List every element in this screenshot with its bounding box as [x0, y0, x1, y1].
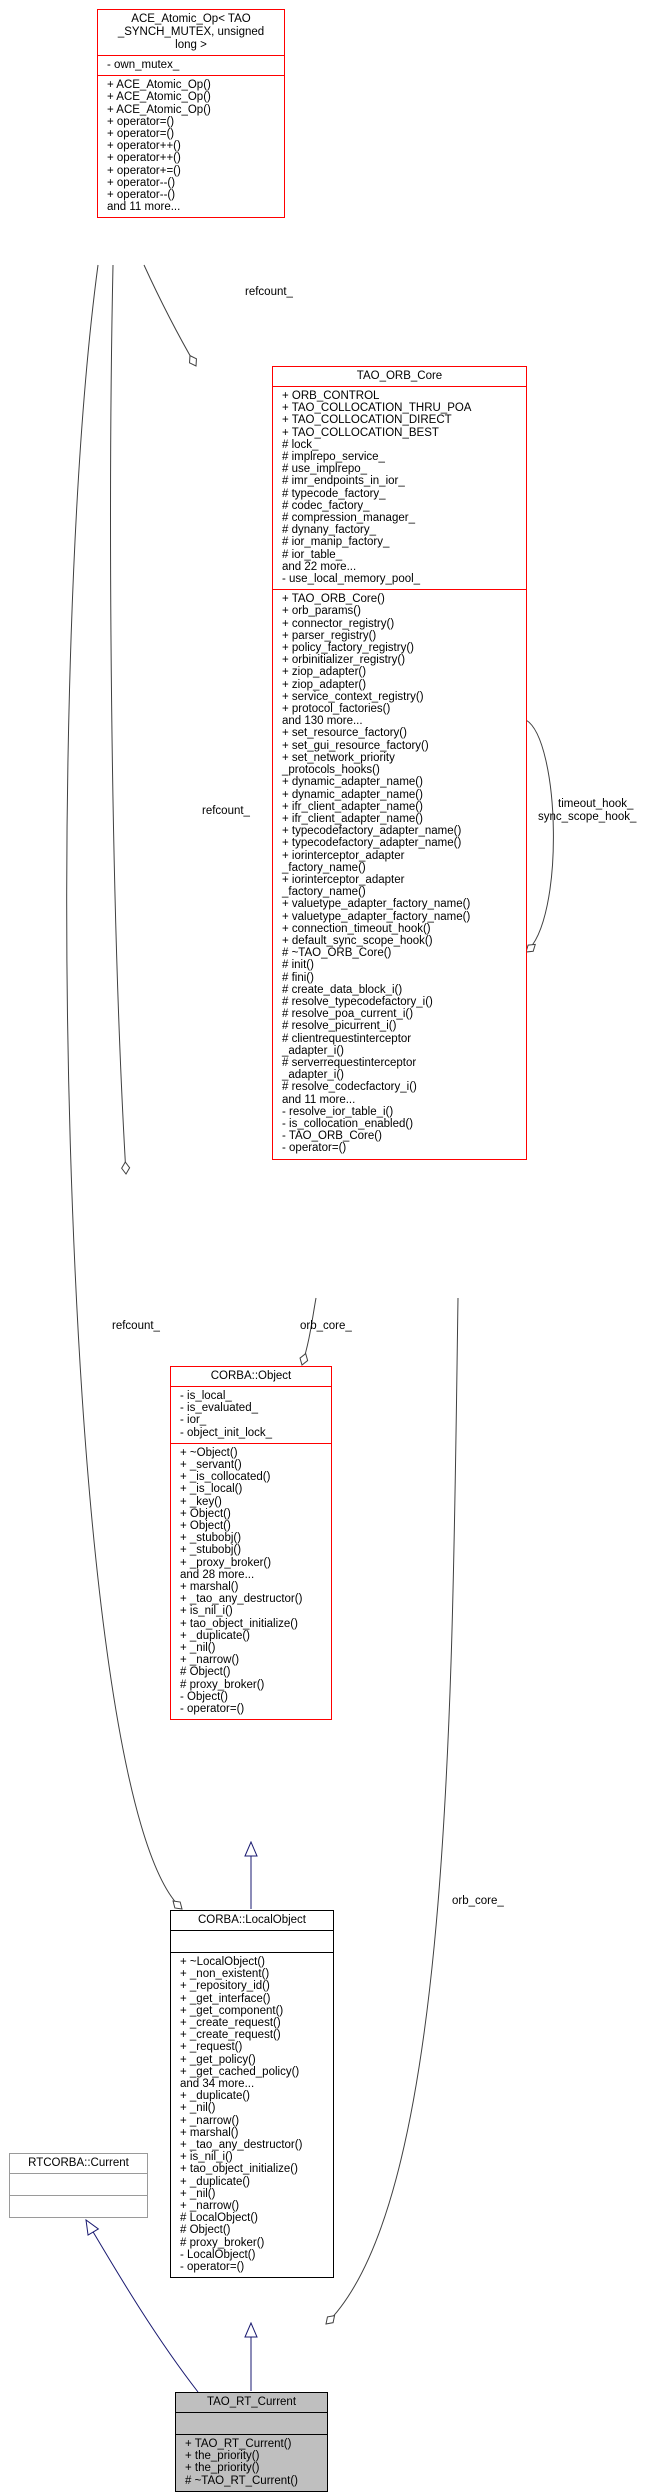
member-entry: - is_collocation_enabled(): [282, 1117, 414, 1130]
edge-self-hooks: [526, 720, 553, 952]
class-title: CORBA::LocalObject: [197, 1914, 306, 1926]
class-corba-localobject[interactable]: [170, 1910, 334, 2278]
member-entry: # imr_endpoints_in_ior_: [282, 475, 405, 488]
member-entry: + marshal(): [180, 1581, 239, 1594]
member-entry: + ACE_Atomic_Op(): [107, 79, 211, 92]
member-entry: + dynamic_adapter_name(): [282, 788, 423, 801]
methods-section: [171, 1443, 331, 1719]
member-entry: # implrepo_service_: [282, 451, 385, 464]
member-entry: + _nil(): [180, 2187, 216, 2200]
member-entry: _adapter_i(): [282, 1069, 345, 1082]
member-entry: # proxy_broker(): [180, 1678, 265, 1691]
member-entry: + service_context_registry(): [282, 690, 424, 703]
member-entry: + _non_existent(): [180, 1968, 270, 1981]
member-entry: + set_network_priority: [282, 751, 395, 764]
member-entry: # dynany_factory_: [282, 524, 376, 537]
member-entry: + connection_timeout_hook(): [282, 922, 431, 935]
member-entry: + ziop_adapter(): [282, 678, 367, 691]
member-entry: + _tao_any_destructor(): [180, 2139, 303, 2152]
member-entry: # serverrequestinterceptor: [282, 1056, 417, 1069]
member-entry: + ifr_client_adapter_name(): [282, 812, 423, 825]
edge-label-orb-core: orb_core_: [300, 1320, 352, 1332]
member-entry: # Object(): [180, 1666, 231, 1679]
member-entry: + _nil(): [180, 2102, 216, 2115]
member-entry: + ORB_CONTROL: [282, 390, 380, 402]
methods-section: [98, 75, 284, 217]
methods-section: [176, 2434, 327, 2491]
member-entry: + valuetype_adapter_factory_name(): [282, 910, 471, 923]
member-entry: _adapter_i(): [282, 1044, 345, 1057]
member-entry: + dynamic_adapter_name(): [282, 776, 423, 789]
methods-section: [171, 1952, 333, 2277]
member-entry: + connector_registry(): [282, 617, 395, 630]
member-entry: + ziop_adapter(): [282, 666, 367, 679]
member-entry: + set_resource_factory(): [282, 727, 407, 740]
member-entry: and 22 more...: [282, 560, 357, 573]
member-entry: + _get_policy(): [180, 2053, 256, 2066]
member-entry: + _request(): [180, 2041, 243, 2054]
edge-label-sync-scope-hook: sync_scope_hook_: [538, 811, 637, 823]
attributes-section: [10, 2173, 147, 2195]
member-entry: _factory_name(): [282, 861, 366, 874]
member-entry: + TAO_COLLOCATION_BEST: [282, 426, 439, 439]
class-title: [98, 10, 284, 55]
attributes-section: [98, 55, 284, 75]
member-entry: + _narrow(): [180, 2114, 240, 2127]
member-entry: - is_local_: [180, 1390, 232, 1402]
member-entry: + default_sync_scope_hook(): [282, 934, 433, 947]
member-entry: and 11 more...: [282, 1093, 356, 1106]
member-entry: + set_gui_resource_factory(): [282, 739, 429, 752]
member-entry: + _get_interface(): [180, 1992, 271, 2005]
edge-label-orb-core: orb_core_: [452, 1895, 504, 1907]
member-entry: - object_init_lock_: [180, 1426, 273, 1439]
member-entry: + orbinitializer_registry(): [282, 654, 406, 667]
member-entry: + _repository_id(): [180, 1980, 270, 1993]
member-entry: + iorinterceptor_adapter: [282, 849, 405, 862]
member-entry: + operator++(): [107, 152, 181, 165]
edge-orbcore-rtcurrent: [326, 1298, 458, 2324]
title-line: ACE_Atomic_Op< TAO: [131, 13, 251, 25]
class-tao-orb-core[interactable]: [272, 366, 527, 1160]
member-entry: + ACE_Atomic_Op(): [107, 91, 211, 104]
member-entry: _factory_name(): [282, 886, 366, 899]
member-entry: _protocols_hooks(): [282, 764, 380, 777]
member-entry: # codec_factory_: [282, 499, 370, 512]
member-entry: + operator+=(): [107, 164, 181, 177]
class-corba-object[interactable]: [170, 1366, 332, 1720]
member-entry: + parser_registry(): [282, 629, 377, 642]
class-rtcorba-current[interactable]: [9, 2153, 148, 2218]
member-entry: + typecodefactory_adapter_name(): [282, 837, 462, 850]
member-entry: + _duplicate(): [180, 2090, 250, 2103]
member-entry: + tao_object_initialize(): [180, 1617, 298, 1630]
member-entry: and 11 more...: [107, 201, 181, 214]
member-entry: + the_priority(): [185, 2450, 260, 2463]
member-entry: # create_data_block_i(): [282, 983, 403, 996]
member-entry: # resolve_codecfactory_i(): [282, 1081, 417, 1094]
member-entry: # Object(): [180, 2224, 231, 2237]
member-entry: + policy_factory_registry(): [282, 642, 414, 655]
member-entry: + operator=(): [107, 128, 175, 141]
member-entry: + _proxy_broker(): [180, 1556, 272, 1569]
member-entry: # ior_table_: [282, 548, 343, 561]
member-entry: + the_priority(): [185, 2462, 260, 2475]
member-entry: and 28 more...: [180, 1568, 255, 1581]
attributes-section: [176, 2412, 327, 2434]
member-entry: + operator++(): [107, 140, 181, 153]
member-entry: + ~LocalObject(): [180, 1956, 266, 1968]
member-entry: - resolve_ior_table_i(): [282, 1105, 394, 1118]
member-entry: + Object(): [180, 1507, 231, 1520]
class-title: CORBA::Object: [210, 1370, 292, 1382]
attributes-section: [171, 1930, 333, 1952]
member-entry: + valuetype_adapter_factory_name(): [282, 898, 471, 911]
member-entry: - operator=(): [180, 2261, 245, 2274]
member-entry: + _create_request(): [180, 2017, 281, 2030]
member-entry: # ~TAO_ORB_Core(): [282, 947, 392, 960]
member-entry: - ior_: [180, 1414, 207, 1427]
member-entry: + _servant(): [180, 1459, 242, 1472]
member-entry: + _nil(): [180, 1642, 216, 1655]
member-entry: # clientrequestinterceptor: [282, 1032, 412, 1045]
edge-label-refcount: refcount_: [112, 1320, 160, 1332]
member-entry: # fini(): [282, 971, 314, 984]
member-entry: - use_local_memory_pool_: [282, 573, 421, 586]
member-entry: + _create_request(): [180, 2029, 281, 2042]
member-entry: + _stubobj(): [180, 1532, 242, 1545]
member-entry: + orb_params(): [282, 605, 361, 618]
edge-refcount-orbcore: [144, 265, 196, 366]
member-entry: + ACE_Atomic_Op(): [107, 103, 211, 116]
member-entry: # resolve_picurrent_i(): [282, 1020, 397, 1033]
member-entry: # resolve_poa_current_i(): [282, 1008, 414, 1021]
member-entry: + _tao_any_destructor(): [180, 1593, 303, 1606]
edge-refcount-object: [111, 265, 126, 1174]
member-entry: + _narrow(): [180, 2200, 240, 2213]
member-entry: and 34 more...: [180, 2078, 255, 2091]
member-entry: + operator=(): [107, 115, 175, 128]
member-entry: + TAO_COLLOCATION_DIRECT: [282, 414, 452, 427]
edge-label-refcount: refcount_: [245, 286, 293, 298]
edge-label-timeout-hook: timeout_hook_: [558, 798, 634, 810]
member-entry: # use_implrepo_: [282, 463, 368, 476]
member-entry: + is_nil_i(): [180, 2151, 233, 2164]
attributes-section: [273, 386, 526, 589]
member-entry: + ~Object(): [180, 1446, 238, 1459]
member-entry: + _narrow(): [180, 1654, 240, 1667]
member-entry: # resolve_typecodefactory_i(): [282, 995, 433, 1008]
member-entry: + operator--(): [107, 189, 176, 202]
member-entry: + is_nil_i(): [180, 1605, 233, 1618]
edge-label-refcount: refcount_: [202, 805, 250, 817]
member-entry: + TAO_RT_Current(): [185, 2438, 292, 2450]
class-title: TAO_RT_Current: [206, 2396, 297, 2408]
member-entry: + TAO_COLLOCATION_THRU_POA: [282, 402, 472, 415]
edge-refcount-localobject: [67, 265, 182, 1909]
member-entry: # proxy_broker(): [180, 2236, 265, 2249]
member-entry: + iorinterceptor_adapter: [282, 873, 405, 886]
member-entry: + _get_component(): [180, 2004, 284, 2017]
member-entry: + protocol_factories(): [282, 703, 391, 716]
member-entry: + marshal(): [180, 2126, 239, 2139]
member-entry: + typecodefactory_adapter_name(): [282, 825, 462, 838]
member-entry: # ~TAO_RT_Current(): [185, 2474, 299, 2487]
class-title: TAO_ORB_Core: [356, 370, 443, 382]
member-entry: + tao_object_initialize(): [180, 2163, 298, 2176]
member-entry: + operator--(): [107, 176, 176, 189]
member-entry: + _duplicate(): [180, 1629, 250, 1642]
attributes-section: [171, 1386, 331, 1443]
member-entry: - Object(): [180, 1690, 228, 1703]
member-entry: + Object(): [180, 1520, 231, 1533]
member-entry: + _is_collocated(): [180, 1471, 271, 1484]
member-entry: # lock_: [282, 438, 319, 451]
class-tao-rt-current[interactable]: [175, 2392, 328, 2492]
member-entry: - is_evaluated_: [180, 1402, 258, 1415]
member-entry: # init(): [282, 959, 314, 972]
member-entry: + _is_local(): [180, 1483, 243, 1496]
member-entry: - TAO_ORB_Core(): [282, 1130, 382, 1143]
member-entry: # typecode_factory_: [282, 487, 386, 500]
member-entry: - LocalObject(): [180, 2248, 256, 2261]
member-entry: + _stubobj(): [180, 1544, 242, 1557]
member-entry: + ifr_client_adapter_name(): [282, 800, 423, 813]
member-entry: # ior_manip_factory_: [282, 536, 390, 549]
member-entry: # LocalObject(): [180, 2212, 258, 2225]
member-entry: # compression_manager_: [282, 512, 415, 525]
title-line: long >: [175, 39, 207, 51]
member-entry: + TAO_ORB_Core(): [282, 593, 385, 606]
member-entry: - own_mutex_: [107, 59, 180, 71]
methods-section: [273, 589, 526, 1158]
member-entry: - operator=(): [282, 1142, 347, 1155]
class-title: RTCORBA::Current: [28, 2157, 129, 2169]
member-entry: - operator=(): [180, 1703, 245, 1716]
member-entry: + _get_cached_policy(): [180, 2065, 300, 2078]
member-entry: + _key(): [180, 1495, 222, 1508]
title-line: _SYNCH_MUTEX, unsigned: [117, 26, 265, 38]
methods-section: [10, 2195, 147, 2217]
class-ace-atomic-op[interactable]: [97, 9, 285, 218]
member-entry: and 130 more...: [282, 715, 363, 728]
member-entry: + _duplicate(): [180, 2175, 250, 2188]
